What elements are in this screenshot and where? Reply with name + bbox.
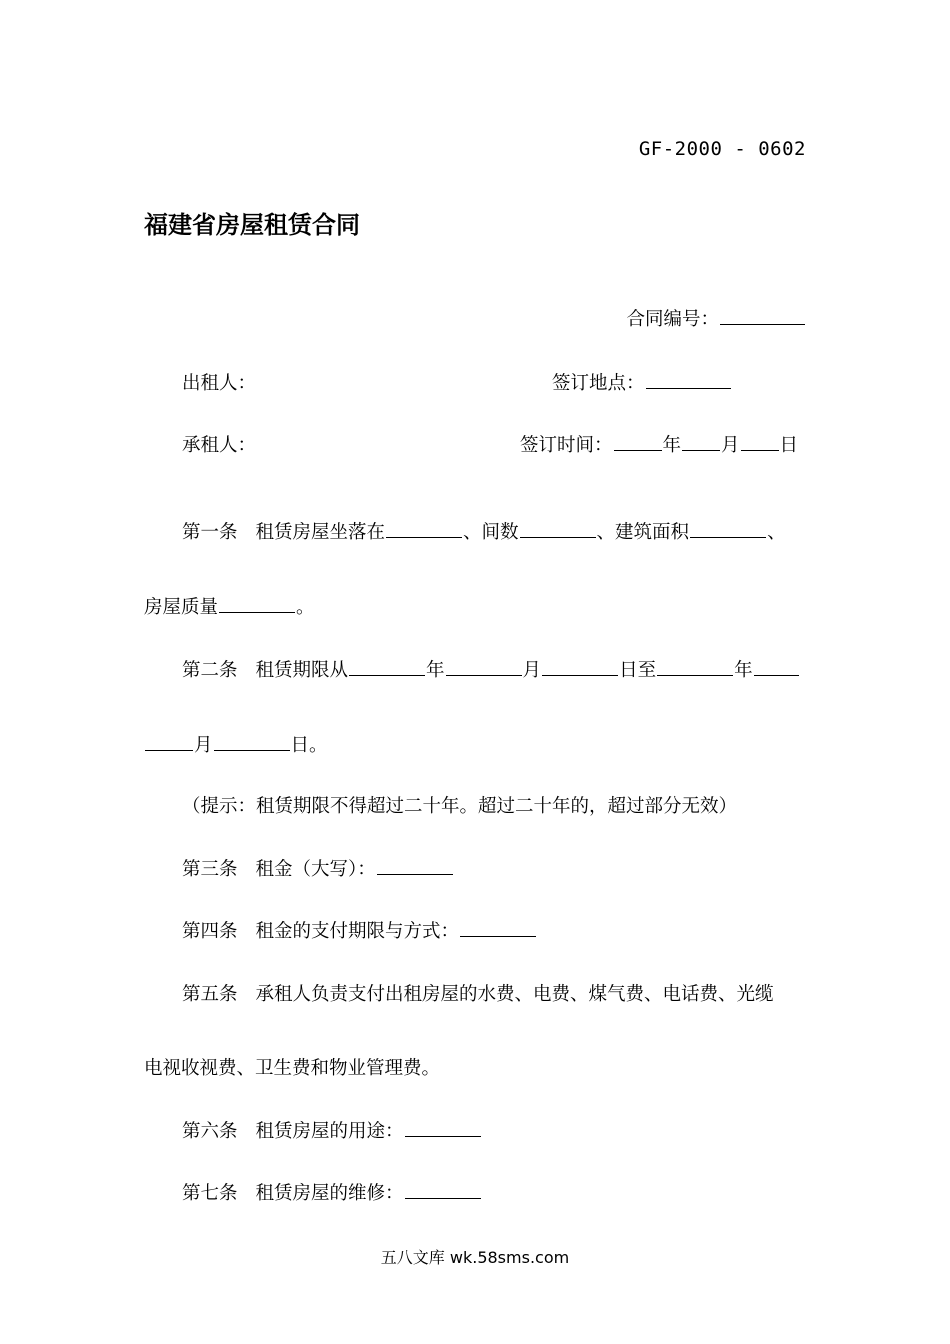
article-2-text-5: 年 — [734, 660, 753, 681]
article-2-cont-1: 月 — [194, 735, 213, 756]
article-6 — [182, 1117, 482, 1143]
article-1 — [182, 518, 786, 544]
article-5 — [182, 980, 774, 1006]
article-1-text-2: 、间数 — [463, 522, 519, 543]
end-day-blank[interactable] — [214, 749, 290, 751]
document-code: GF-2000 - 0602 — [638, 138, 806, 160]
article-1-cont-1: 房屋质量 — [144, 597, 219, 618]
start-day-blank[interactable] — [542, 674, 618, 676]
article-2-text-1: 租赁期限从 — [255, 660, 349, 681]
sign-place-line — [552, 369, 732, 395]
contract-number-line — [626, 305, 806, 331]
article-4-text: 租金的支付期限与方式： — [255, 921, 460, 942]
article-7 — [182, 1179, 482, 1205]
area-blank[interactable] — [690, 536, 766, 538]
payment-terms-blank[interactable] — [460, 935, 536, 937]
article-2-continued — [144, 731, 328, 757]
document-title: 福建省房屋租赁合同 — [144, 211, 360, 239]
article-4-number: 第四条 — [182, 921, 238, 942]
article-6-text: 租赁房屋的用途： — [255, 1121, 404, 1142]
start-month-blank[interactable] — [446, 674, 522, 676]
month-unit: 月 — [721, 435, 740, 456]
article-4 — [182, 917, 537, 943]
article-1-cont-2: 。 — [296, 597, 315, 618]
usage-blank[interactable] — [405, 1135, 481, 1137]
article-6-number: 第六条 — [182, 1121, 238, 1142]
rooms-blank[interactable] — [520, 536, 596, 538]
end-month-blank[interactable] — [145, 749, 193, 751]
lessee-label: 承租人： — [182, 435, 257, 456]
location-blank[interactable] — [386, 536, 462, 538]
sign-time-label: 签订时间： — [520, 435, 613, 456]
article-5-continued: 电视收视费、卫生费和物业管理费。 — [144, 1058, 441, 1079]
sign-month-blank[interactable] — [682, 449, 720, 451]
footer-watermark: 五八文库 wk.58sms.com — [380, 1248, 570, 1267]
article-1-text-3: 、建筑面积 — [596, 522, 690, 543]
contract-number-label: 合同编号： — [626, 309, 719, 330]
article-2-text-2: 年 — [426, 660, 445, 681]
year-unit: 年 — [662, 435, 682, 456]
article-5-number: 第五条 — [182, 984, 238, 1005]
quality-blank[interactable] — [219, 611, 295, 613]
start-year-blank[interactable] — [349, 674, 425, 676]
article-1-number: 第一条 — [182, 522, 238, 543]
article-1-text-1: 租赁房屋坐落在 — [255, 522, 386, 543]
hint-text: （提示：租赁期限不得超过二十年。超过二十年的，超过部分无效） — [182, 796, 738, 817]
article-3-number: 第三条 — [182, 859, 238, 880]
day-unit: 日 — [779, 435, 799, 456]
sign-place-blank[interactable] — [646, 387, 731, 389]
article-2-text-3: 月 — [522, 660, 542, 681]
article-3-text: 租金（大写）： — [255, 859, 376, 880]
sign-place-label: 签订地点： — [552, 373, 645, 394]
sign-day-blank[interactable] — [741, 449, 779, 451]
article-2 — [182, 656, 800, 682]
article-1-text-4: 、 — [767, 522, 786, 543]
maintenance-blank[interactable] — [405, 1197, 481, 1199]
article-1-continued — [144, 593, 315, 619]
end-month-blank-start[interactable] — [754, 674, 799, 676]
contract-number-blank[interactable] — [720, 323, 805, 325]
article-5-text: 承租人负责支付出租房屋的水费、电费、煤气费、电话费、光缆 — [255, 984, 774, 1005]
article-3 — [182, 855, 454, 881]
rent-amount-blank[interactable] — [377, 873, 453, 875]
article-2-cont-2: 日。 — [290, 735, 328, 756]
lessor-label: 出租人： — [182, 373, 257, 394]
sign-year-blank[interactable] — [614, 449, 662, 451]
sign-time-line — [520, 431, 798, 457]
article-7-text: 租赁房屋的维修： — [255, 1183, 404, 1204]
article-7-number: 第七条 — [182, 1183, 238, 1204]
article-2-number: 第二条 — [182, 660, 238, 681]
article-2-text-4: 日至 — [619, 660, 657, 681]
end-year-blank[interactable] — [657, 674, 733, 676]
